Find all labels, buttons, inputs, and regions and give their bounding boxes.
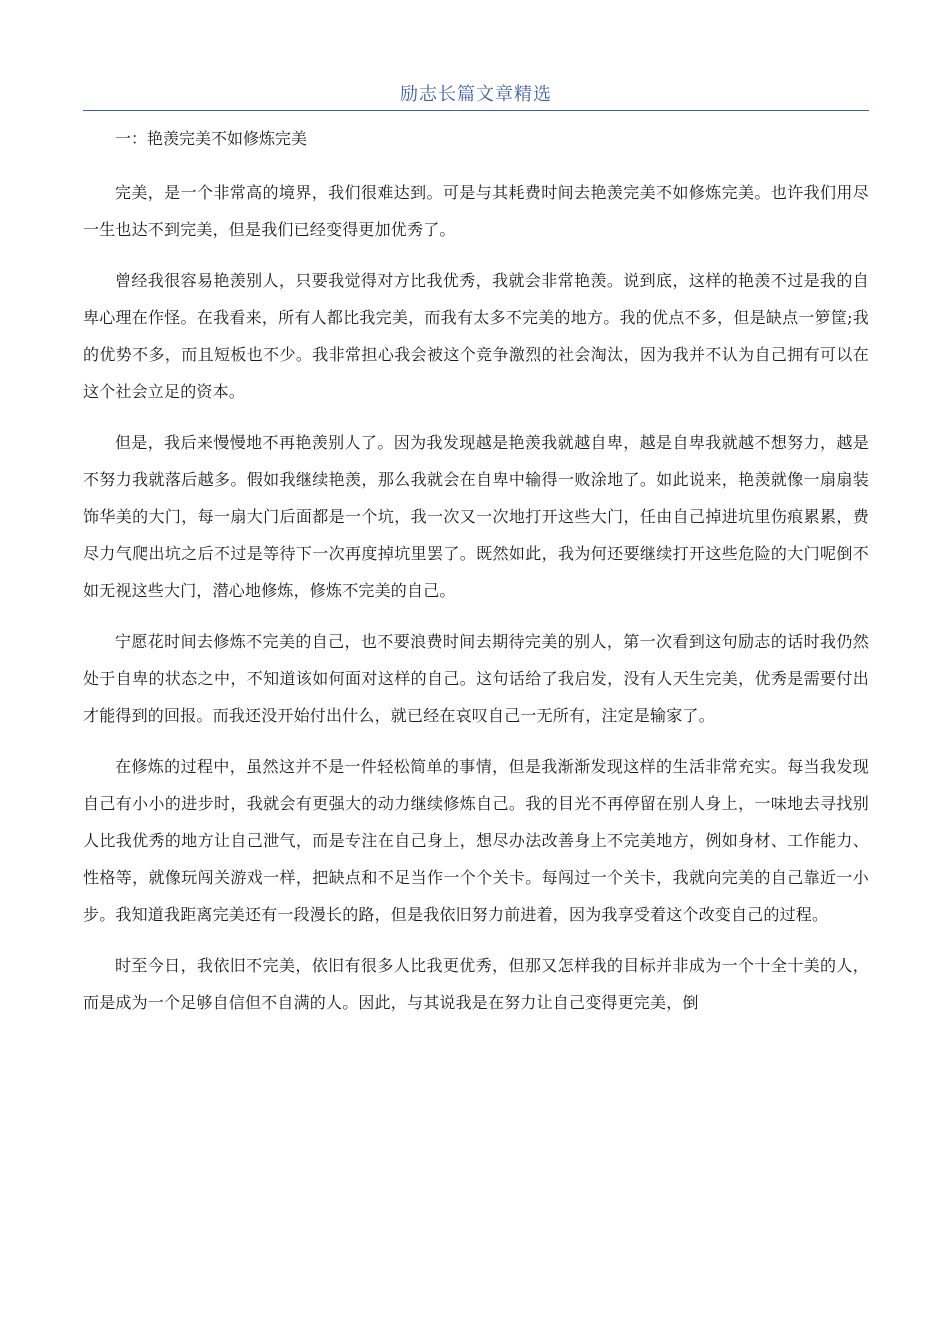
section-heading: 一：艳羡完美不如修炼完美: [115, 129, 308, 148]
paragraph-5: 在修炼的过程中，虽然这并不是一件轻松简单的事情，但是我渐渐发现这样的生活非常充实。每当我发现自己有小小的进步时，我就会有更强大的动力继续修炼自己。我的目光不再停留在别人身上，一味地去寻找别人比我优秀的地方让自己泄气，而是专注在自己身上，想尽办法改善身上不完美地方，例如身材、工作能力、性格等，就像玩闯关游戏一样，把缺点和不足当作一个个关卡。每闯过一个关卡，我就向完美的自己靠近一小步。我知道我距离完美还有一段漫长的路，但是我依旧努力前进着，因为我享受着这个改变自己的过程。: [83, 757, 869, 924]
paragraph-4: 宁愿花时间去修炼不完美的自己，也不要浪费时间去期待完美的别人，第一次看到这句励志的话时我仍然处于自卑的状态之中，不知道该如何面对这样的自己。这句话给了我启发，没有人天生完美，优秀是需要付出才能得到的回报。而我还没开始付出什么，就已经在哀叹自己一无所有，注定是输家了。: [83, 632, 869, 725]
paragraph-6: 时至今日，我依旧不完美，依旧有很多人比我更优秀，但那又怎样我的目标并非成为一个十全十美的人，而是成为一个足够自信但不自满的人。因此，与其说我是在努力让自己变得更完美，倒: [83, 956, 869, 1012]
article-body: [83, 174, 869, 1035]
page-header: [83, 80, 869, 111]
paragraph-2: 曾经我很容易艳羡别人，只要我觉得对方比我优秀，我就会非常艳羡。说到底，这样的艳羡不过是我的自卑心理在作怪。在我看来，所有人都比我完美，而我有太多不完美的地方。我的优点不多，但是缺点一箩筐;我的优势不多，而且短板也不少。我非常担心我会被这个竞争激烈的社会淘汰，因为我并不认为自己拥有可以在这个社会立足的资本。: [83, 271, 869, 401]
paragraph-1: 完美，是一个非常高的境界，我们很难达到。可是与其耗费时间去艳羡完美不如修炼完美。也许我们用尽一生也达不到完美，但是我们已经变得更加优秀了。: [83, 183, 869, 239]
document-title: 励志长篇文章精选: [400, 84, 552, 105]
paragraph-3: 但是，我后来慢慢地不再艳羡别人了。因为我发现越是艳羡我就越自卑，越是自卑我就越不想努力，越是不努力我就落后越多。假如我继续艳羡，那么我就会在自卑中输得一败涂地了。如此说来，艳羡就像一扇扇装饰华美的大门，每一扇大门后面都是一个坑，我一次又一次地打开这些大门，任由自己掉进坑里伤痕累累，费尽力气爬出坑之后不过是等待下一次再度掉坑里罢了。既然如此，我为何还要继续打开这些危险的大门呢倒不如无视这些大门，潜心地修炼，修炼不完美的自己。: [83, 433, 869, 600]
